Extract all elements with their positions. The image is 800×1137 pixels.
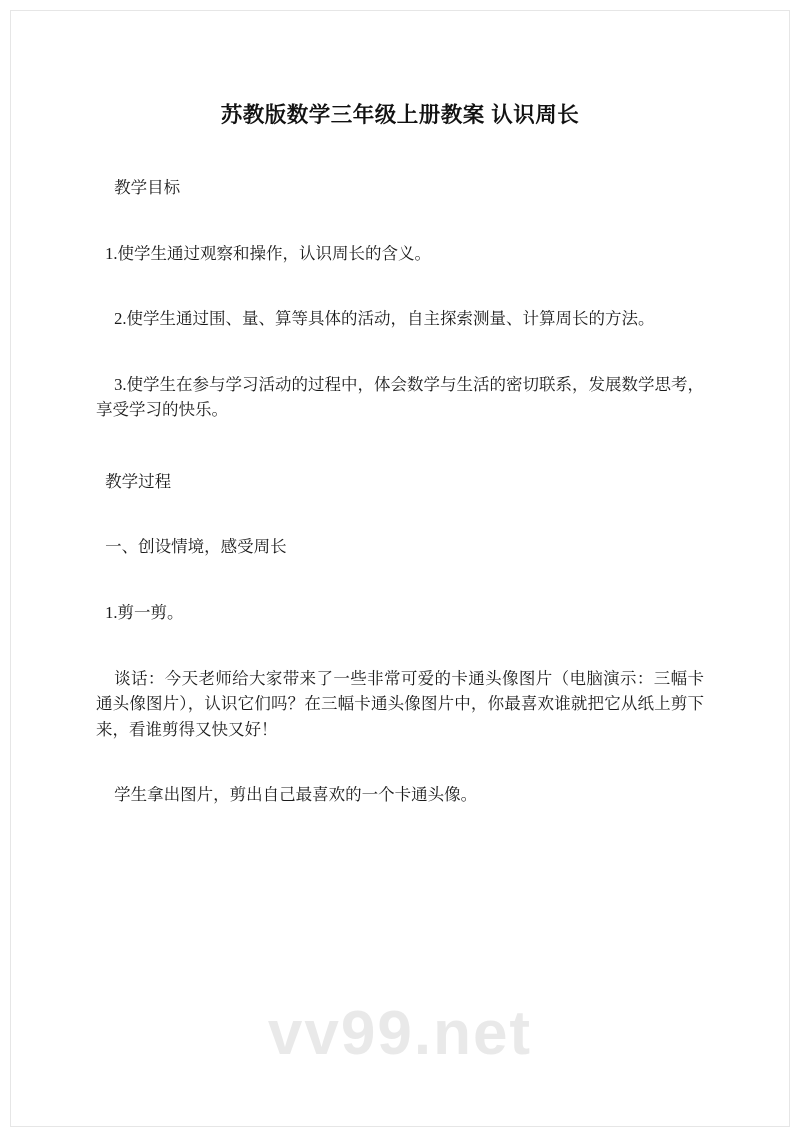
activity-paragraph: 学生拿出图片，剪出自己最喜欢的一个卡通头像。 bbox=[114, 785, 478, 805]
objective-3: 3.使学生在参与学习活动的过程中，体会数学与生活的密切联系，发展数学思考，享受学习的快乐。 bbox=[96, 374, 705, 420]
step-1: 1.剪一剪。 bbox=[105, 602, 184, 622]
objective-2: 2.使学生通过围、量、算等具体的活动，自主探索测量、计算周长的方法。 bbox=[114, 309, 655, 329]
watermark: vv99.net bbox=[267, 999, 533, 1068]
talk-paragraph: 谈话：今天老师给大家带来了一些非常可爱的卡通头像图片（电脑演示：三幅卡通头像图片），认识它们吗？在三幅卡通头像图片中，你最喜欢谁就把它从纸上剪下来，看谁剪得又快又好！ bbox=[96, 668, 704, 739]
page-title: 苏教版数学三年级上册教案 认识周长 bbox=[220, 103, 580, 127]
part-one-heading: 一、创设情境，感受周长 bbox=[105, 537, 287, 557]
objective-1: 1.使学生通过观察和操作，认识周长的含义。 bbox=[105, 243, 431, 263]
process-heading: 教学过程 bbox=[105, 471, 172, 491]
objectives-heading: 教学目标 bbox=[114, 178, 181, 197]
